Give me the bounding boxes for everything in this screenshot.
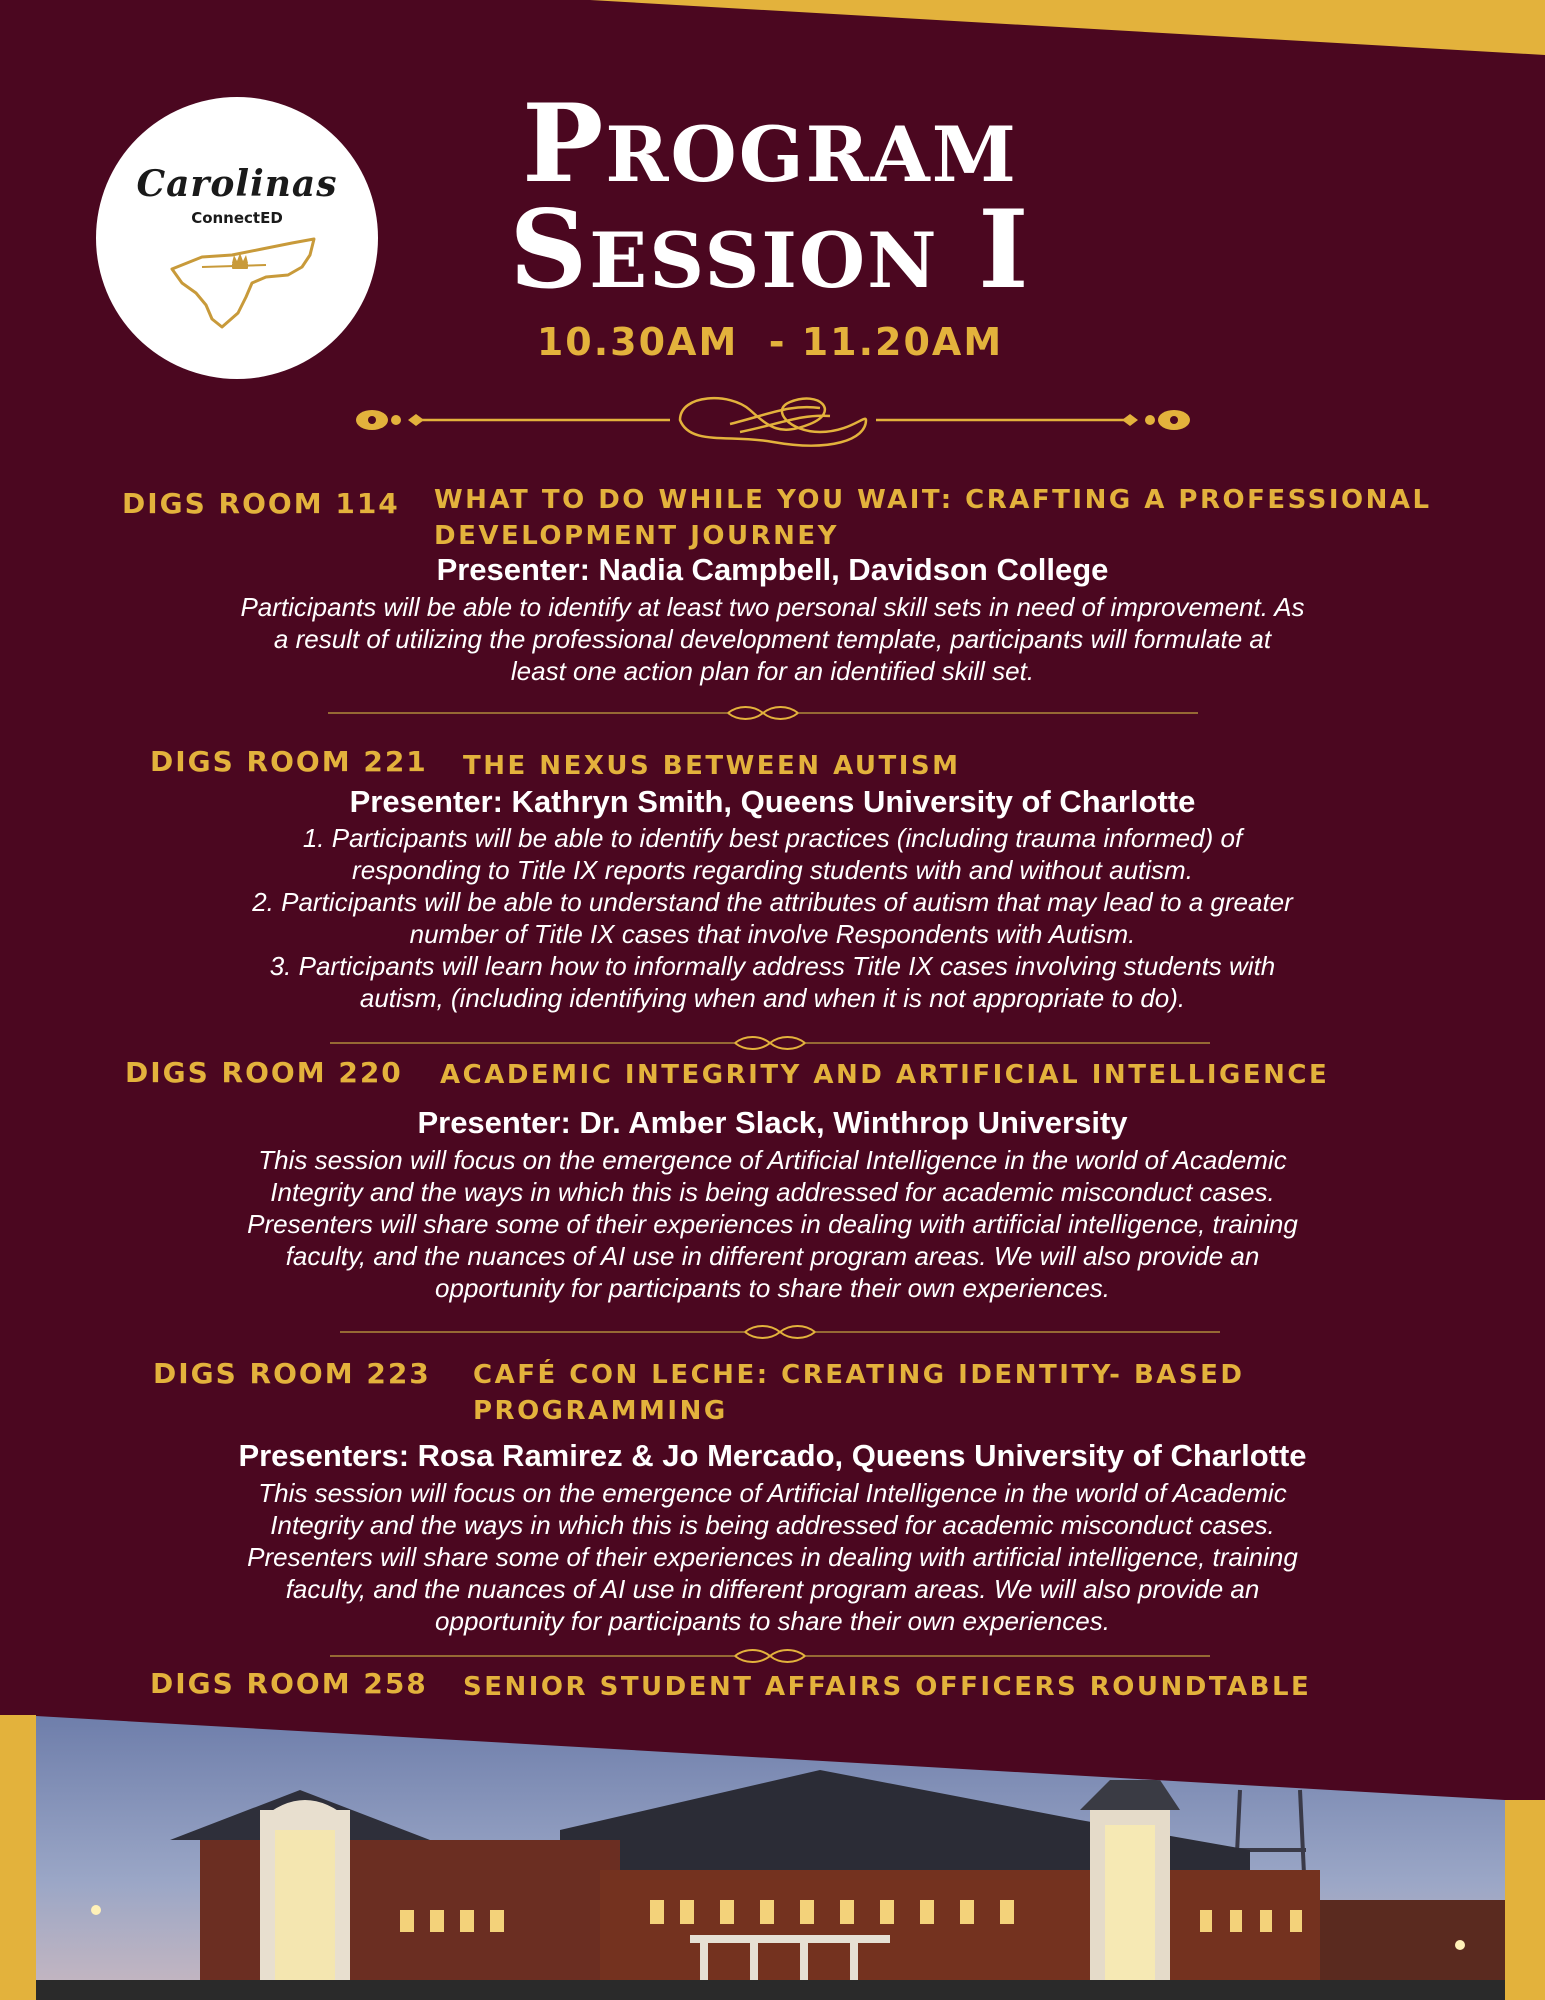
session-title-220: ACADEMIC INTEGRITY AND ARTIFICIAL INTELLIGENCE [440,1060,1330,1090]
session-time: 10.30AM - 11.20AM [536,320,1004,364]
description-220: This session will focus on the emergence of Artificial Intelligence in the world of Academic Integrity and the ways in which this is being addressed for academic misconduct cases. Presenters will share some of their experiences in dealing with artificial intelligence, training faculty, and the nuances of AI use in different program areas. We will also provide an opportunity for participants to share their own experiences. [247,1145,1298,1303]
carolinas-map-icon [162,227,322,337]
description-114: Participants will be able to identify at least two personal skill sets in need of improvement. As a result of utilizing the professional development template, participants will formulate at least one action plan for an identified skill set. [240,592,1305,686]
section-divider-2 [330,1033,1210,1053]
room-label-220: DIGS ROOM 220 [125,1056,403,1089]
presenter-223: Presenters: Rosa Ramirez & Jo Mercado, Queens University of Charlotte [238,1438,1307,1473]
session-title-114: WHAT TO DO WHILE YOU WAIT: CRAFTING A PROFESSIONAL DEVELOPMENT JOURNEY [434,485,1432,551]
section-divider-4 [330,1646,1210,1666]
gold-band-top [0,0,1545,70]
session-title-258: SENIOR STUDENT AFFAIRS OFFICERS ROUNDTABLE [463,1672,1312,1702]
logo-script-text: Carolinas [136,163,338,205]
session-title-221: THE NEXUS BETWEEN AUTISM [463,751,961,781]
room-label-223: DIGS ROOM 223 [153,1357,431,1390]
section-divider-1 [328,703,1198,723]
room-label-221: DIGS ROOM 221 [150,745,428,778]
description-223: This session will focus on the emergence of Artificial Intelligence in the world of Academic Integrity and the ways in which this is being addressed for academic misconduct cases. Presenters will share some of their experiences in dealing with artificial intelligence, training faculty, and the nuances of AI use in different program areas. We will also provide an opportunity for participants to share their own experiences. [247,1478,1298,1636]
campus-building-photo [0,1700,1545,2000]
description-221: 1. Participants will be able to identify best practices (including trauma informed) of responding to Title IX reports regarding students with and without autism. 2. Participants will be able to understand the attributes of autism that may lead to a greater number of Title IX cases that involve Respondents with Autism. 3. Participants will learn how to informally address Title IX cases involving students with autism, (including identifying when and when it is not appropriate to do). [252,823,1293,1013]
room-label-114: DIGS ROOM 114 [122,487,400,520]
presenter-114: Presenter: Nadia Campbell, Davidson College [436,552,1109,587]
logo [96,97,378,379]
session-title-223: CAFÉ CON LECHE: CREATING IDENTITY- BASED PROGRAMMING [473,1360,1245,1426]
page-title-line-1: Program [522,81,1018,207]
logo-sub-text: ConnectED [191,209,283,227]
page-title-line-2: Session I [509,187,1031,313]
presenter-221: Presenter: Kathryn Smith, Queens University of Charlotte [349,784,1196,819]
section-divider-3 [340,1322,1220,1342]
ornament-divider-main [350,384,1196,456]
room-label-258: DIGS ROOM 258 [150,1667,428,1700]
presenter-220: Presenter: Dr. Amber Slack, Winthrop University [417,1105,1128,1140]
